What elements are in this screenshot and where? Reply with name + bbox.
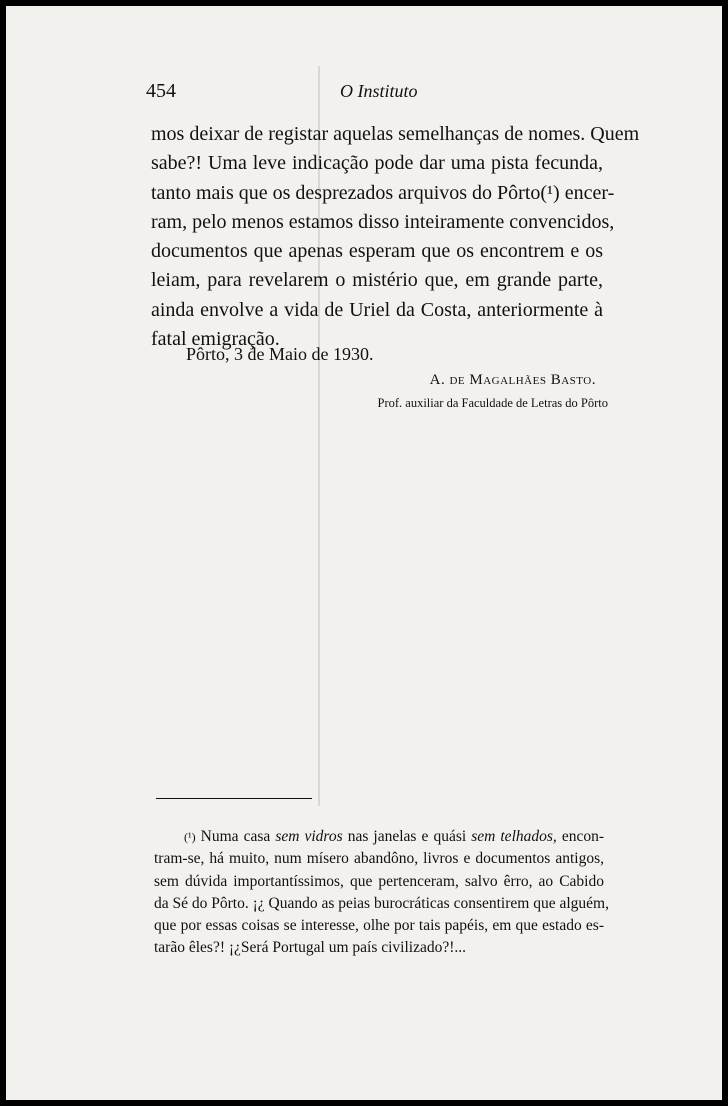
- footnote-emphasis: sem vidros: [275, 828, 343, 845]
- author-signature: A. de Magalhães Basto.: [429, 372, 596, 388]
- author-affiliation: Prof. auxiliar da Faculdade de Letras do Pôrto: [377, 396, 608, 410]
- footnote-text: encon-: [556, 828, 605, 845]
- body-line: sabe?! Uma leve indicação pode dar uma pista fecunda,: [151, 152, 603, 175]
- body-line: leiam, para revelarem o mistério que, em grande parte,: [151, 269, 603, 292]
- footnote-line: sem dúvida importantíssimos, que pertenceram, salvo êrro, ao Cabido: [154, 872, 604, 890]
- body-line: documentos que apenas esperam que os encontrem e os: [151, 240, 603, 263]
- footnote-line: tarão êles?! ¡¿Será Portugal um país civilizado?!...: [154, 939, 467, 957]
- body-line: fatal emigração.: [151, 328, 280, 351]
- footnote-emphasis: sem telhados,: [471, 828, 557, 845]
- page-number: 454: [146, 80, 176, 102]
- footnote: [154, 826, 609, 960]
- page-header: [6, 78, 722, 102]
- body-line: ram, pelo menos estamos disso inteiramente convencidos,: [151, 210, 615, 233]
- footnote-line: tram-se, há muito, num mísero abandôno, livros e documentos antigos,: [154, 850, 604, 868]
- body-paragraph: [151, 120, 640, 354]
- running-title: O Instituto: [340, 81, 418, 101]
- book-page: [6, 6, 722, 1100]
- footnote-line: [154, 826, 604, 848]
- dateline: Pôrto, 3 de Maio de 1930.: [186, 344, 374, 364]
- footnote-text: Numa casa: [195, 828, 276, 845]
- footnote-text: nas janelas e quási: [342, 828, 472, 845]
- footnote-marker: (¹): [184, 830, 196, 844]
- footnote-line: que por essas coisas se interesse, olhe por tais papéis, em que estado es-: [154, 917, 604, 935]
- footnote-line: da Sé do Pôrto. ¡¿ Quando as peias burocráticas consentirem que alguém,: [154, 894, 609, 912]
- footnote-rule: [156, 798, 312, 799]
- body-line: tanto mais que os desprezados arquivos do Pôrto(¹) encer-: [151, 181, 615, 204]
- body-line: ainda envolve a vida de Uriel da Costa, anteriormente à: [151, 298, 603, 321]
- body-line: mos deixar de registar aquelas semelhanças de nomes. Quem: [151, 123, 640, 145]
